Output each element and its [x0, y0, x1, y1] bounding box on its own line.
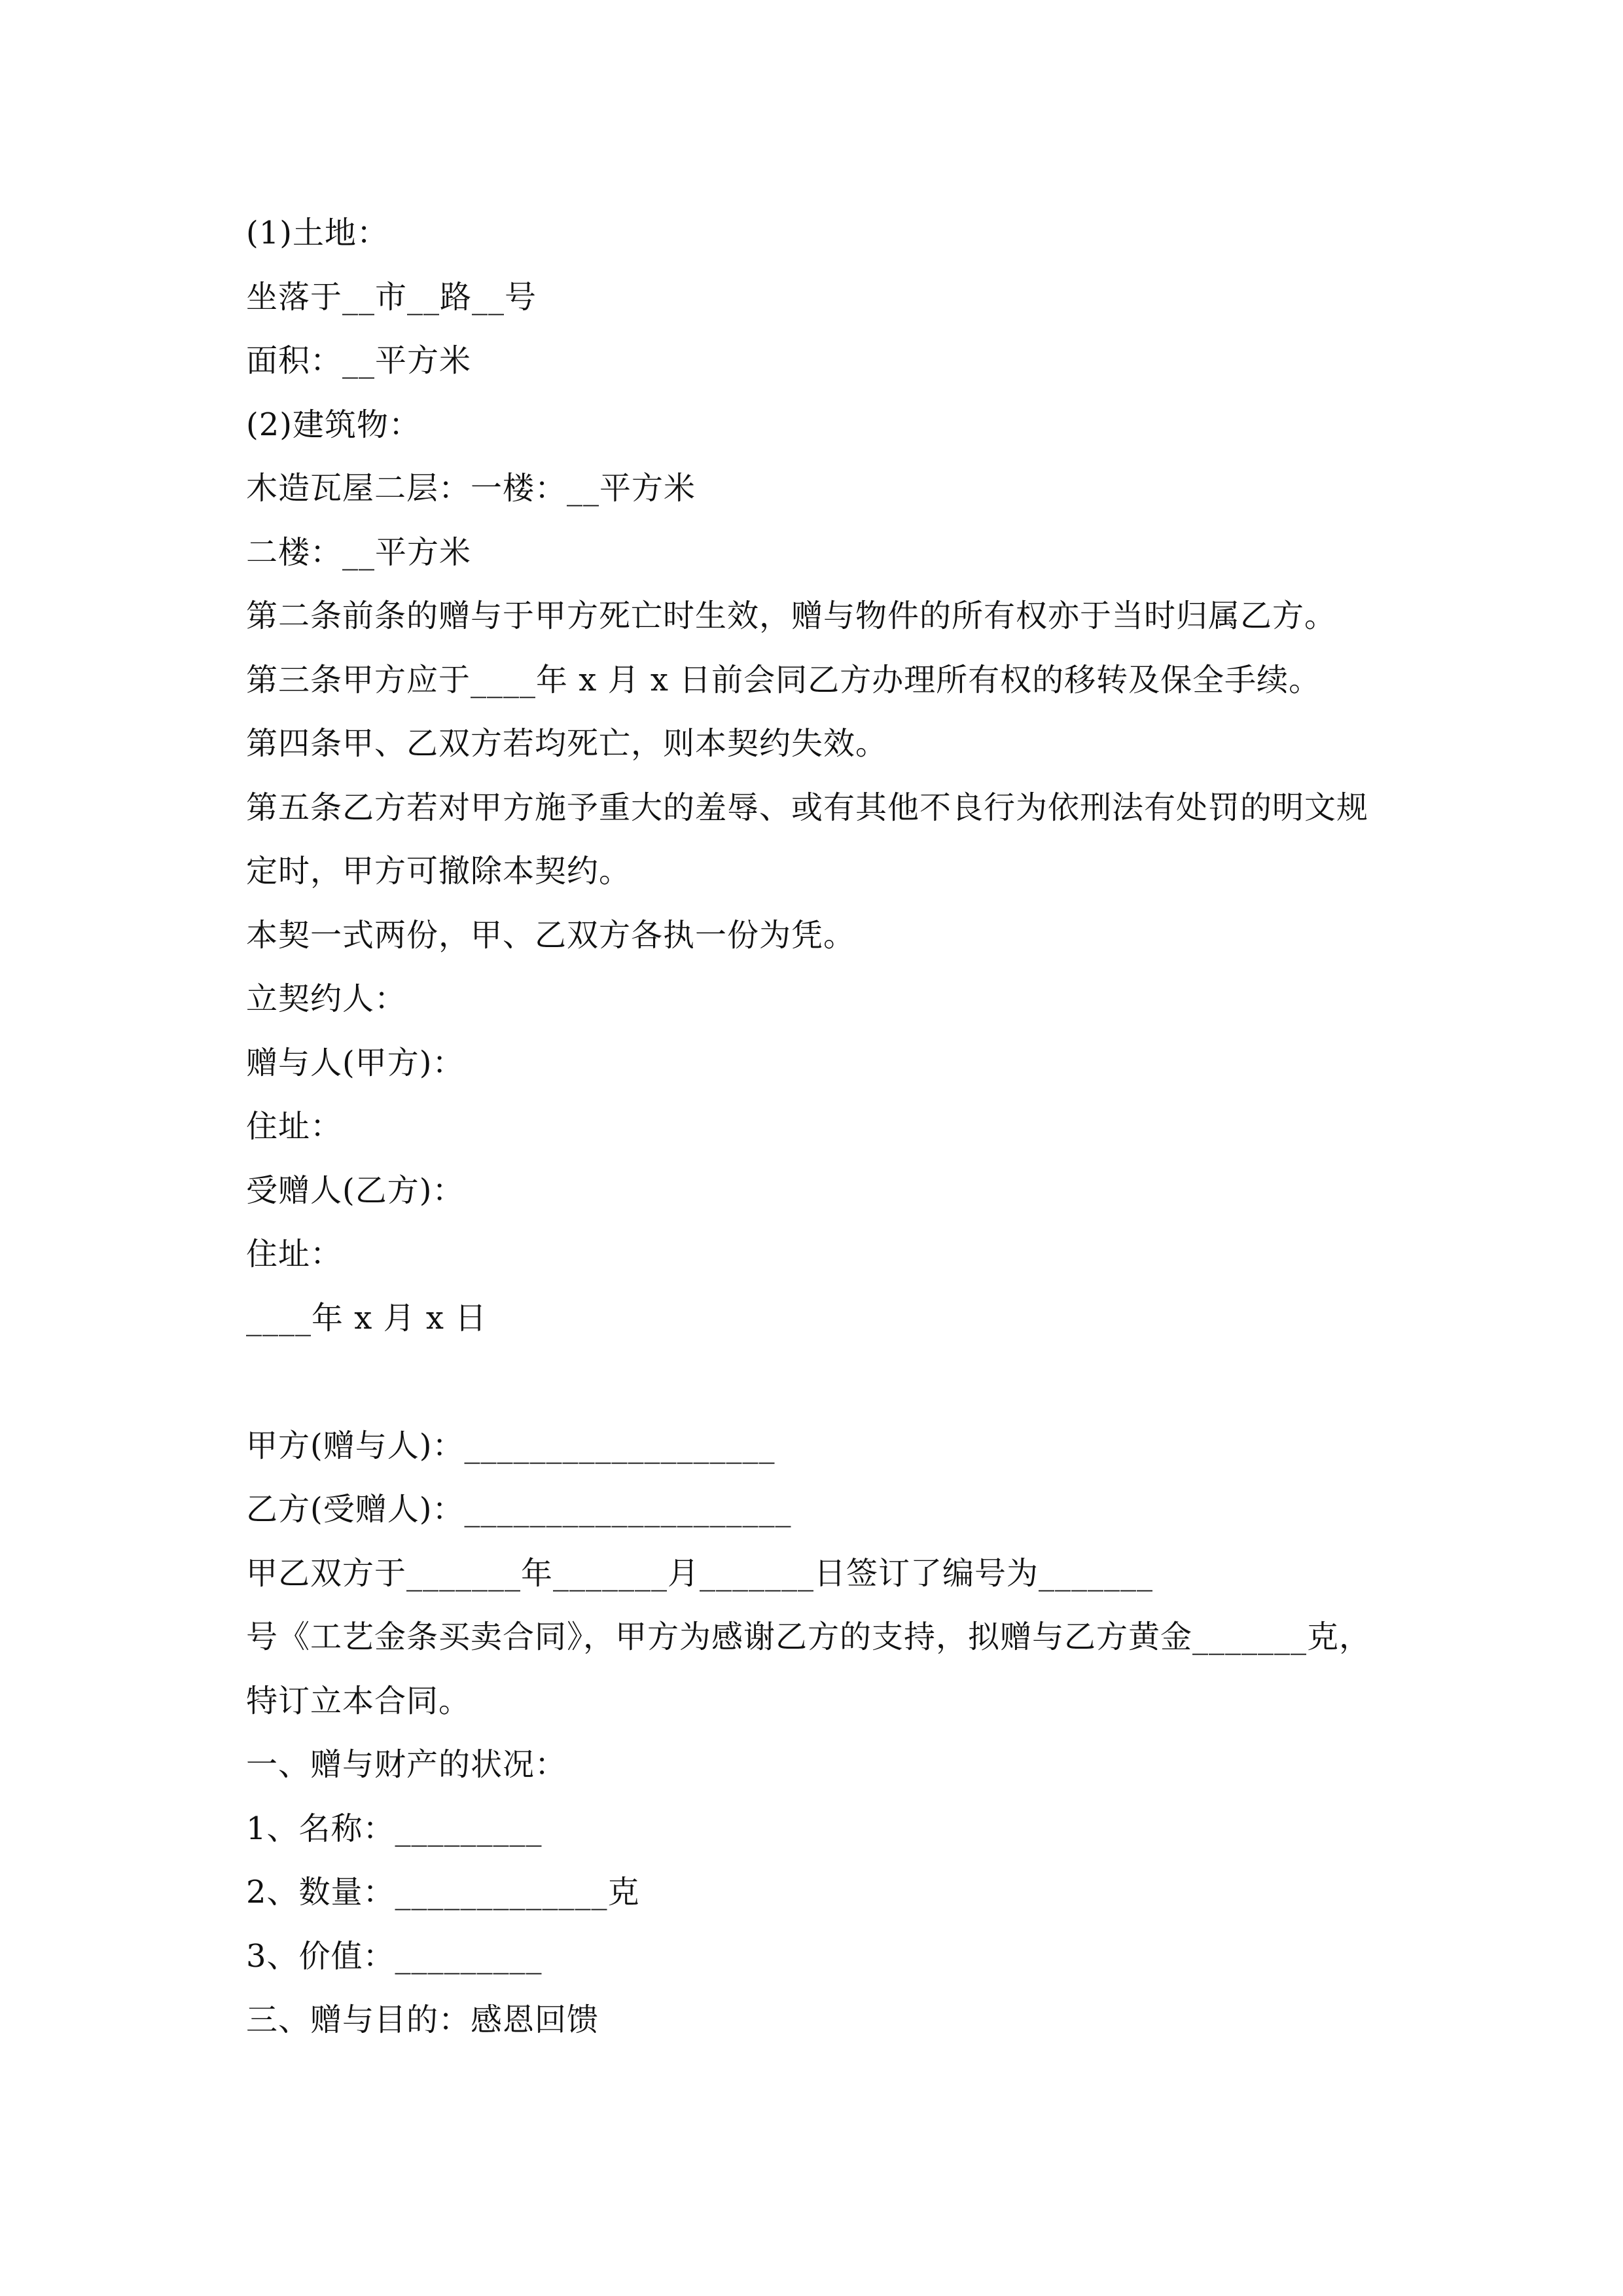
text-line-building-heading: (2)建筑物：	[246, 406, 421, 443]
text-line-contract-intent: 特订立本合同。	[246, 1682, 471, 1719]
text-line-article-2: 第二条前条的赠与于甲方死亡时生效，赠与物件的所有权亦于当时归属乙方。	[246, 598, 1337, 634]
text-line-land-area: 面积：__平方米	[246, 342, 472, 379]
text-line-property-name: 1、名称：_________	[246, 1810, 543, 1847]
text-line-gift-purpose: 三、赠与目的：感恩回馈	[246, 2001, 599, 2038]
text-line-signatories: 立契约人：	[246, 980, 407, 1017]
text-line-donor-address: 住址：	[246, 1108, 343, 1145]
text-line-party-b: 乙方(受赠人)：____________________	[246, 1491, 792, 1528]
text-line-property-value: 3、价值：_________	[246, 1937, 543, 1975]
text-line-article-3: 第三条甲方应于____年 x 月 x 日前会同乙方办理所有权的移转及保全手续。	[246, 661, 1321, 698]
text-line-date: ____年 x 月 x 日	[246, 1299, 488, 1336]
text-line-property-quantity: 2、数量：_____________克	[246, 1874, 640, 1910]
text-line-agreement: 甲乙双方于_______年_______月_______日签订了编号为_______	[246, 1554, 1154, 1592]
text-line-donor: 赠与人(甲方)：	[246, 1044, 465, 1081]
text-line-party-a: 甲方(赠与人)：___________________	[246, 1427, 776, 1464]
section-spacer	[246, 1350, 1398, 1414]
text-line-copies: 本契一式两份，甲、乙双方各执一份为凭。	[246, 916, 856, 954]
document-body	[246, 202, 1398, 2053]
text-line-building-floor2: 二楼：__平方米	[246, 533, 472, 571]
text-line-property-heading: 一、赠与财产的状况：	[246, 1746, 567, 1783]
text-line-land-location: 坐落于__市__路__号	[246, 278, 537, 315]
text-line-article-5: 第五条乙方若对甲方施予重大的羞辱、或有其他不良行为依刑法有处罚的明文规	[246, 789, 1369, 826]
text-line-donee: 受赠人(乙方)：	[246, 1172, 465, 1209]
text-line-contract-ref: 号《工艺金条买卖合同》，甲方为感谢乙方的支持，拟赠与乙方黄金_______克，	[246, 1619, 1372, 1655]
text-line-donee-address: 住址：	[246, 1236, 343, 1272]
text-line-article-4: 第四条甲、乙双方若均死亡，则本契约失效。	[246, 725, 888, 762]
text-line-building-floor1: 木造瓦屋二层：一楼：__平方米	[246, 470, 696, 507]
text-line-land-heading: (1)土地：	[246, 215, 389, 251]
text-line-article-5-cont: 定时，甲方可撤除本契约。	[246, 853, 632, 889]
